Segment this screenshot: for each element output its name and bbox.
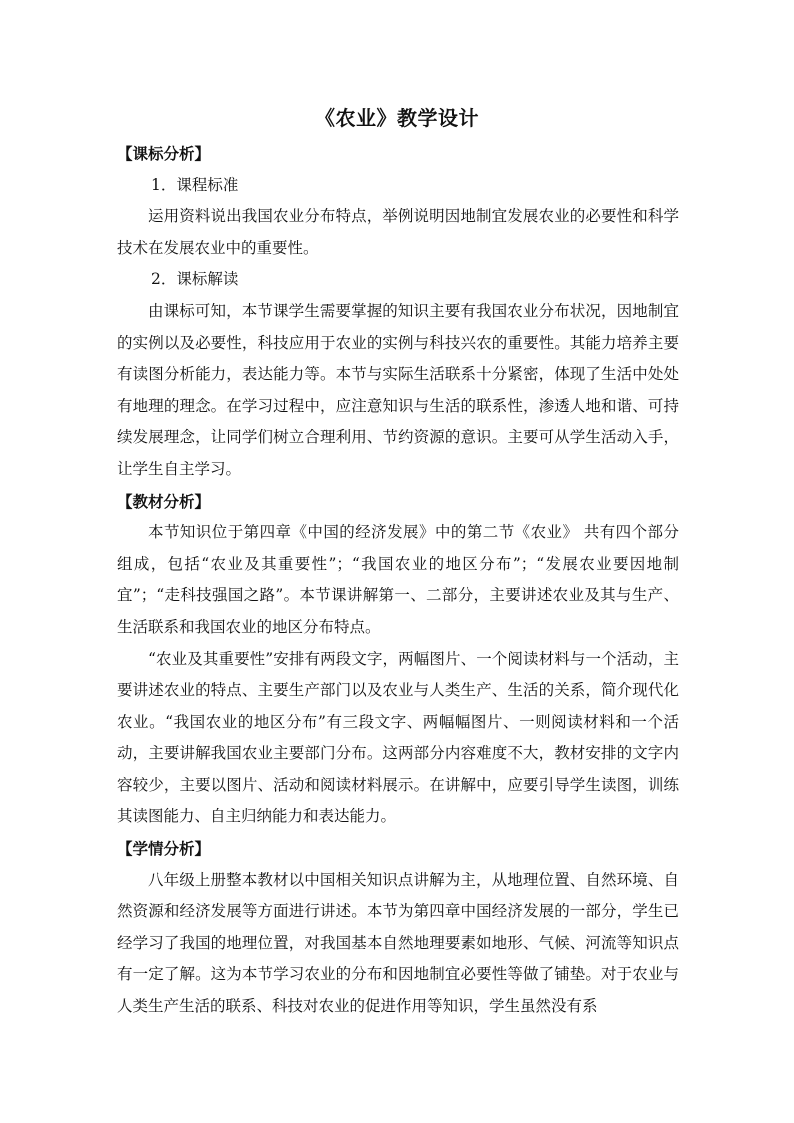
paragraph-standard-interpretation: 由课标可知，本节课学生需要掌握的知识主要有我国农业分布状况，因地制宜的实例以及必要性，科技应用于农业的实例与科技兴农的重要性。其能力培养主要有读图分析能力，表达能力等。本节与实际生活联系十分紧密，体现了生活中处处有地理的理念。在学习过程中，应注意知识与生活的联系性，渗透人地和谐、可持续发展理念，让同学们树立合理利用、节约资源的意识。主要可从学生活动入手，让学生自主学习。 [117,301,679,478]
paragraph-textbook-2: “农业及其重要性”安排有两段文字，两幅图片、一个阅读材料与一个活动，主要讲述农业的特点、主要生产部门以及农业与人类生产、生活的关系，简介现代化农业。“我国农业的地区分布”有三段文字、两幅幅图片、一则阅读材料和一个活动，主要讲解我国农业主要部门分布。这两部分内容难度不大，教材安排的文字内容较少，主要以图片、活动和阅读材料展示。在讲解中，应要引导学生读图，训练其读图能力、自主归纳能力和表达能力。 [117,649,679,826]
section-heading-students: 【学情分析】 [117,839,211,859]
paragraph-students-1: 八年级上册整本教材以中国相关知识点讲解为主，从地理位置、自然环境、自然资源和经济发展等方面进行讲述。本节为第四章中国经济发展的一部分，学生已经学习了我国的地理位置，对我国基本自然地理要素如地形、气候、河流等知识点有一定了解。这为本节学习农业的分布和因地制宜必要性等做了铺垫。对于农业与人类生产生活的联系、科技对农业的促进作用等知识，学生虽然没有系 [117,870,679,1016]
paragraph-textbook-1: 本节知识位于第四章《中国的经济发展》中的第二节《农业》 共有四个部分组成，包括“农业及其重要性”；“我国农业的地区分布”；“发展农业要因地制宜”；“走科技强国之路”。本节课讲解第一、二部分，主要讲述农业及其与生产、生活联系和我国农业的地区分布特点。 [117,523,679,636]
subheading-standard-interpretation: 2．课标解读 [151,270,239,289]
section-heading-textbook: 【教材分析】 [117,491,211,511]
document-title: 《农业》教学设计 [315,106,479,130]
paragraph-course-standard: 运用资料说出我国农业分布特点，举例说明因地制宜发展农业的必要性和科学技术在发展农业中的重要性。 [117,207,679,257]
document-body [117,138,679,1023]
subheading-course-standard: 1．课程标准 [151,175,239,194]
section-heading-curriculum: 【课标分析】 [117,144,211,163]
